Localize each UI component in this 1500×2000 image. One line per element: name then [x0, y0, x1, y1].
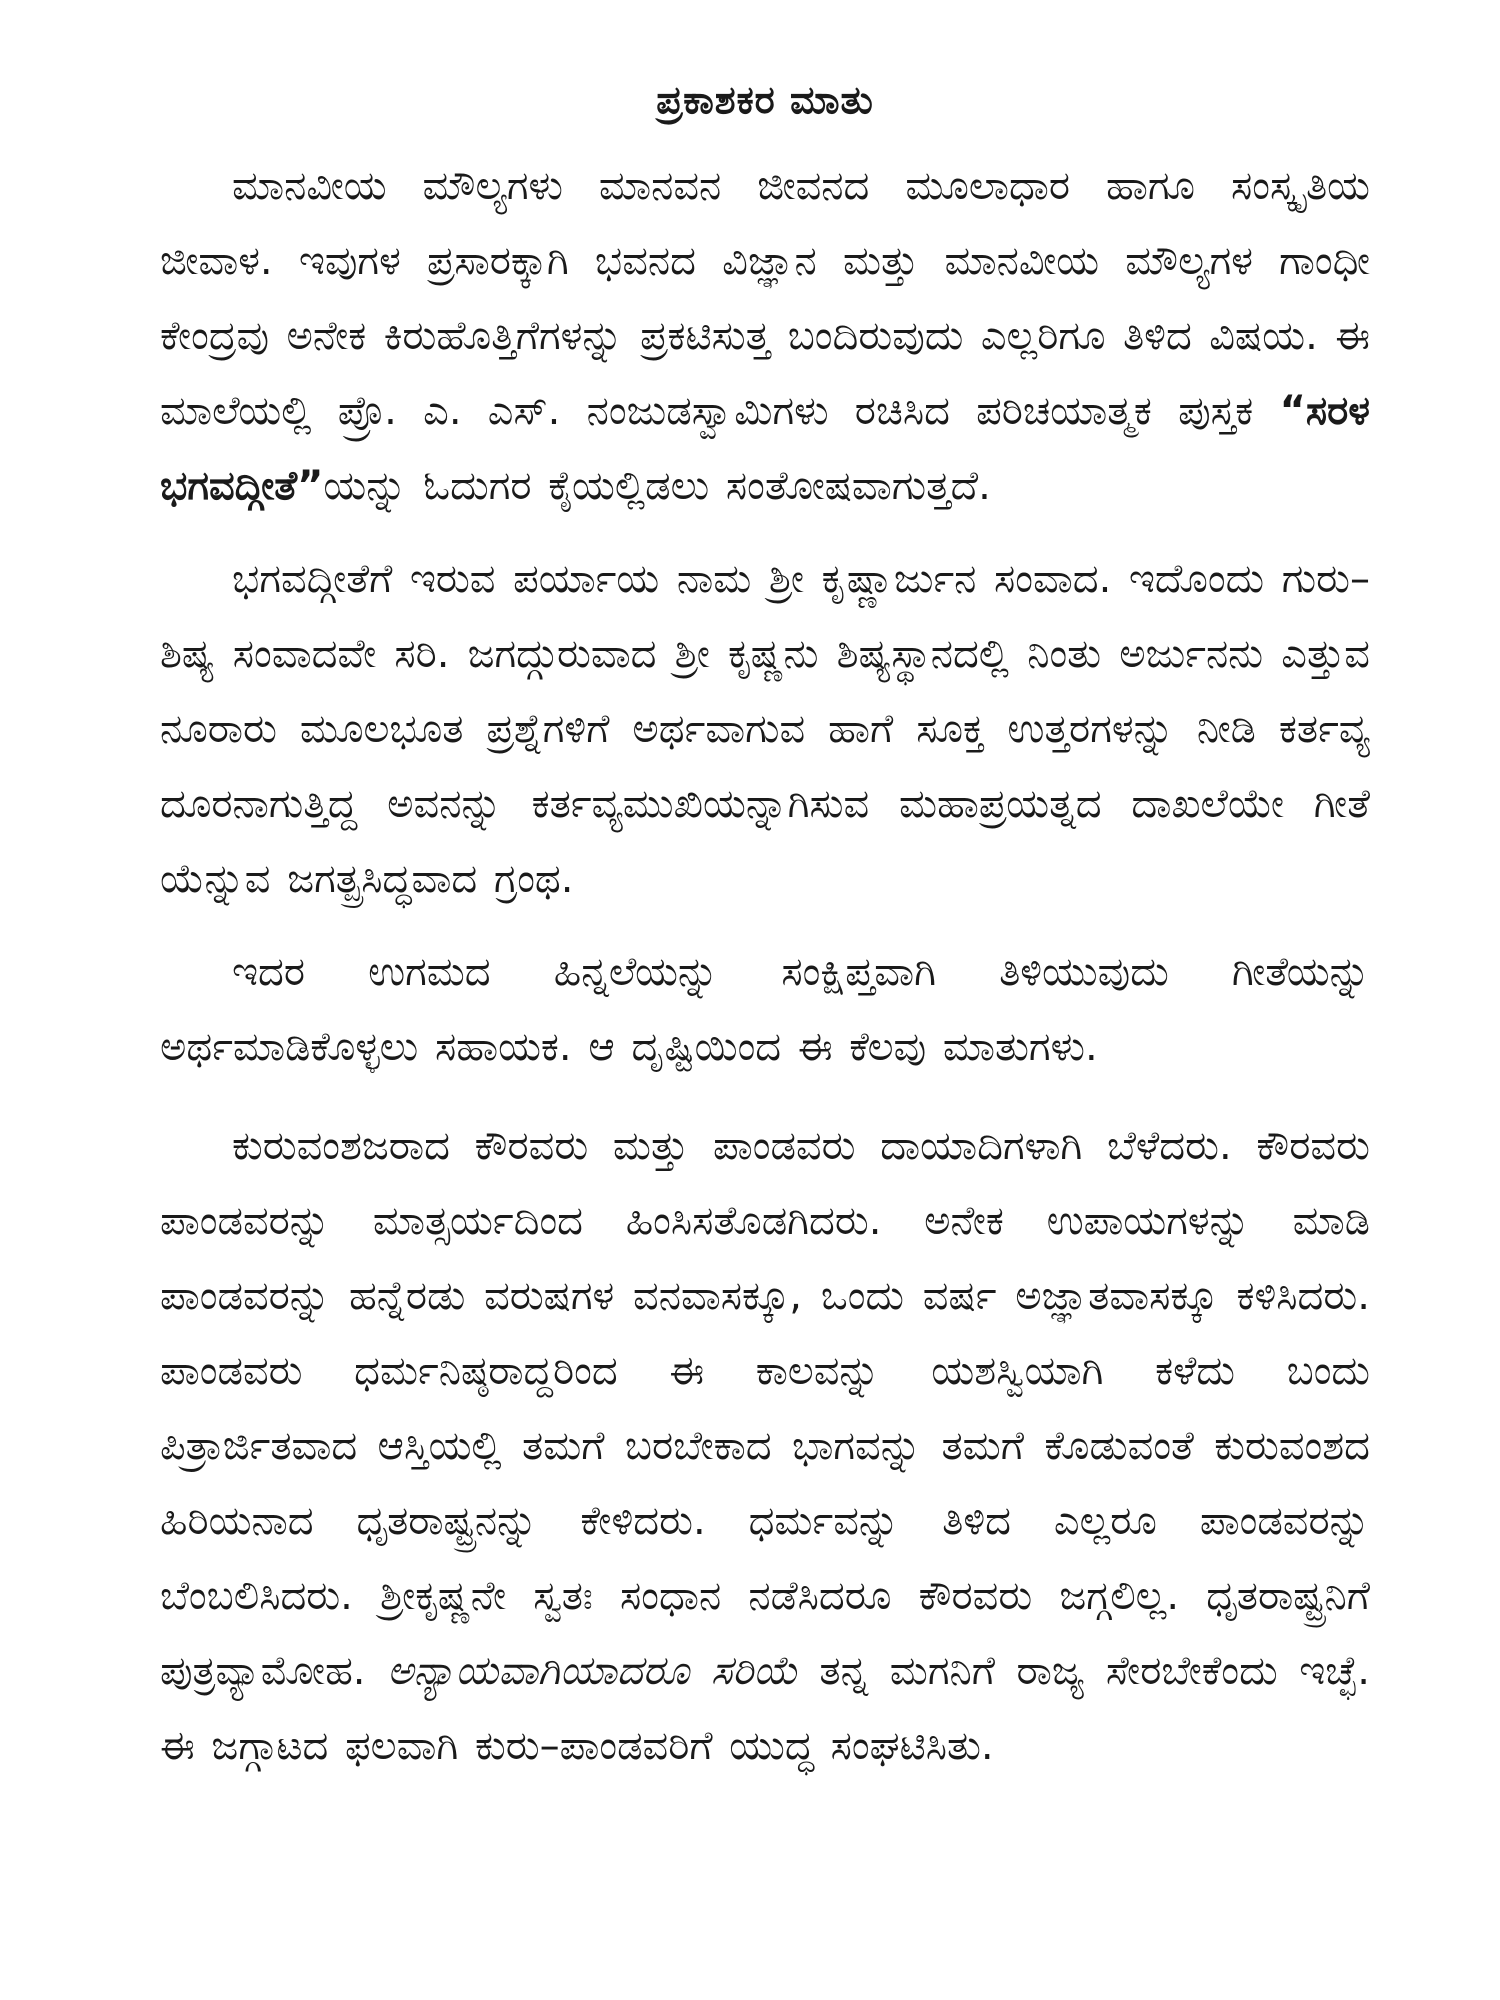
paragraph-intro: [160, 149, 1370, 524]
paragraph-history-text-end: ತನ್ನ ಮಗನಿಗೆ ರಾಜ್ಯ ಸೇರಬೇಕೆಂದು ಇಚ್ಛೆ. ಈ ಜಗ್ಗಾಟದ ಫಲವಾಗಿ ಕುರು–ಪಾಂಡವರಿಗೆ ಯುದ್ಧ ಸಂಘಟಿಸಿತು.: [160, 1648, 1370, 1769]
page-title: ಪ್ರಕಾಶಕರ ಮಾತು: [656, 78, 874, 122]
paragraph-origin: ಇದರ ಉಗಮದ ಹಿನ್ನಲೆಯನ್ನು ಸಂಕ್ಷಿಪ್ತವಾಗಿ ತಿಳಿಯುವುದು ಗೀತೆಯನ್ನು ಅರ್ಥಮಾಡಿಕೊಳ್ಳಲು ಸಹಾಯಕ. ಆ ದೃಷ್ಟಿಯಿಂದ ಈ ಕೆಲವು ಮಾತುಗಳು.: [160, 949, 1370, 1070]
paragraph-samvada: ಭಗವದ್ಗೀತೆಗೆ ಇರುವ ಪರ್ಯಾಯ ನಾಮ ಶ್ರೀ ಕೃಷ್ಣಾರ್ಜುನ ಸಂವಾದ. ಇದೊಂದು ಗುರು–ಶಿಷ್ಯ ಸಂವಾದವೇ ಸರಿ. ಜಗದ್ಗುರುವಾದ ಶ್ರೀ ಕೃಷ್ಣನು ಶಿಷ್ಯಸ್ಥಾನದಲ್ಲಿ ನಿಂತು ಅರ್ಜುನನು ಎತ್ತುವ ನೂರಾರು ಮೂಲಭೂತ ಪ್ರಶ್ನೆಗಳಿಗೆ ಅರ್ಥವಾಗುವ ಹಾಗೆ ಸೂಕ್ತ ಉತ್ತರಗಳನ್ನು ನೀಡಿ ಕರ್ತವ್ಯ ದೂರನಾಗುತ್ತಿದ್ದ ಅವನನ್ನು ಕರ್ತವ್ಯಮುಖಿಯನ್ನಾಗಿಸುವ ಮಹಾಪ್ರಯತ್ನದ ದಾಖಲೆಯೇ ಗೀತೆ ಯೆನ್ನುವ ಜಗತ್ಪ್ರಸಿದ್ಧವಾದ ಗ್ರಂಥ.: [160, 556, 1370, 902]
book-title-bold: “ಸರಳ ಭಗವದ್ಗೀತೆ”: [160, 388, 1370, 509]
italic-phrase: ಅನ್ಯಾಯವಾಗಿಯಾದರೂ ಸರಿಯೆ: [387, 1648, 798, 1694]
paragraph-history: [160, 1109, 1370, 1784]
document-page: [160, 78, 1370, 1960]
paragraph-history-text: ಕುರುವಂಶಜರಾದ ಕೌರವರು ಮತ್ತು ಪಾಂಡವರು ದಾಯಾದಿಗಳಾಗಿ ಬೆಳೆದರು. ಕೌರವರು ಪಾಂಡವರನ್ನು ಮಾತ್ಸರ್ಯದಿಂದ ಹಿಂಸಿಸತೊಡಗಿದರು. ಅನೇಕ ಉಪಾಯಗಳನ್ನು ಮಾಡಿ ಪಾಂಡವರನ್ನು ಹನ್ನೆರಡು ವರುಷಗಳ ವನವಾಸಕ್ಕೂ, ಒಂದು ವರ್ಷ ಅಜ್ಞಾತವಾಸಕ್ಕೂ ಕಳಿಸಿದರು. ಪಾಂಡವರು ಧರ್ಮನಿಷ್ಠರಾದ್ದರಿಂದ ಈ ಕಾಲವನ್ನು ಯಶಸ್ವಿಯಾಗಿ ಕಳೆದು ಬಂದು ಪಿತ್ರಾರ್ಜಿತವಾದ ಆಸ್ತಿಯಲ್ಲಿ ತಮಗೆ ಬರಬೇಕಾದ ಭಾಗವನ್ನು ತಮಗೆ ಕೊಡುವಂತೆ ಕುರುವಂಶದ ಹಿರಿಯನಾದ ಧೃತರಾಷ್ಟ್ರನನ್ನು ಕೇಳಿದರು. ಧರ್ಮವನ್ನು ತಿಳಿದ ಎಲ್ಲರೂ ಪಾಂಡವರನ್ನು ಬೆಂಬಲಿಸಿದರು. ಶ್ರೀಕೃಷ್ಣನೇ ಸ್ವತಃ ಸಂಧಾನ ನಡೆಸಿದರೂ ಕೌರವರು ಜಗ್ಗಲಿಲ್ಲ. ಧೃತರಾಷ್ಟ್ರನಿಗೆ ಪುತ್ರವ್ಯಾಮೋಹ.: [160, 1123, 1370, 1694]
paragraph-intro-text: ಮಾನವೀಯ ಮೌಲ್ಯಗಳು ಮಾನವನ ಜೀವನದ ಮೂಲಾಧಾರ ಹಾಗೂ ಸಂಸ್ಕೃತಿಯ ಜೀವಾಳ. ಇವುಗಳ ಪ್ರಸಾರಕ್ಕಾಗಿ ಭವನದ ವಿಜ್ಞಾನ ಮತ್ತು ಮಾನವೀಯ ಮೌಲ್ಯಗಳ ಗಾಂಧೀ ಕೇಂದ್ರವು ಅನೇಕ ಕಿರುಹೊತ್ತಿಗೆಗಳನ್ನು ಪ್ರಕಟಿಸುತ್ತ ಬಂದಿರುವುದು ಎಲ್ಲರಿಗೂ ತಿಳಿದ ವಿಷಯ. ಈ ಮಾಲೆಯಲ್ಲಿ ಪ್ರೊ. ಎ. ಎಸ್. ನಂಜುಡಸ್ವಾಮಿಗಳು ರಚಿಸಿದ ಪರಿಚಯಾತ್ಮಕ ಪುಸ್ತಕ: [160, 163, 1370, 434]
paragraph-intro-text-end: ಯನ್ನು ಓದುಗರ ಕೈಯಲ್ಲಿಡಲು ಸಂತೋಷವಾಗುತ್ತದೆ.: [323, 463, 991, 509]
